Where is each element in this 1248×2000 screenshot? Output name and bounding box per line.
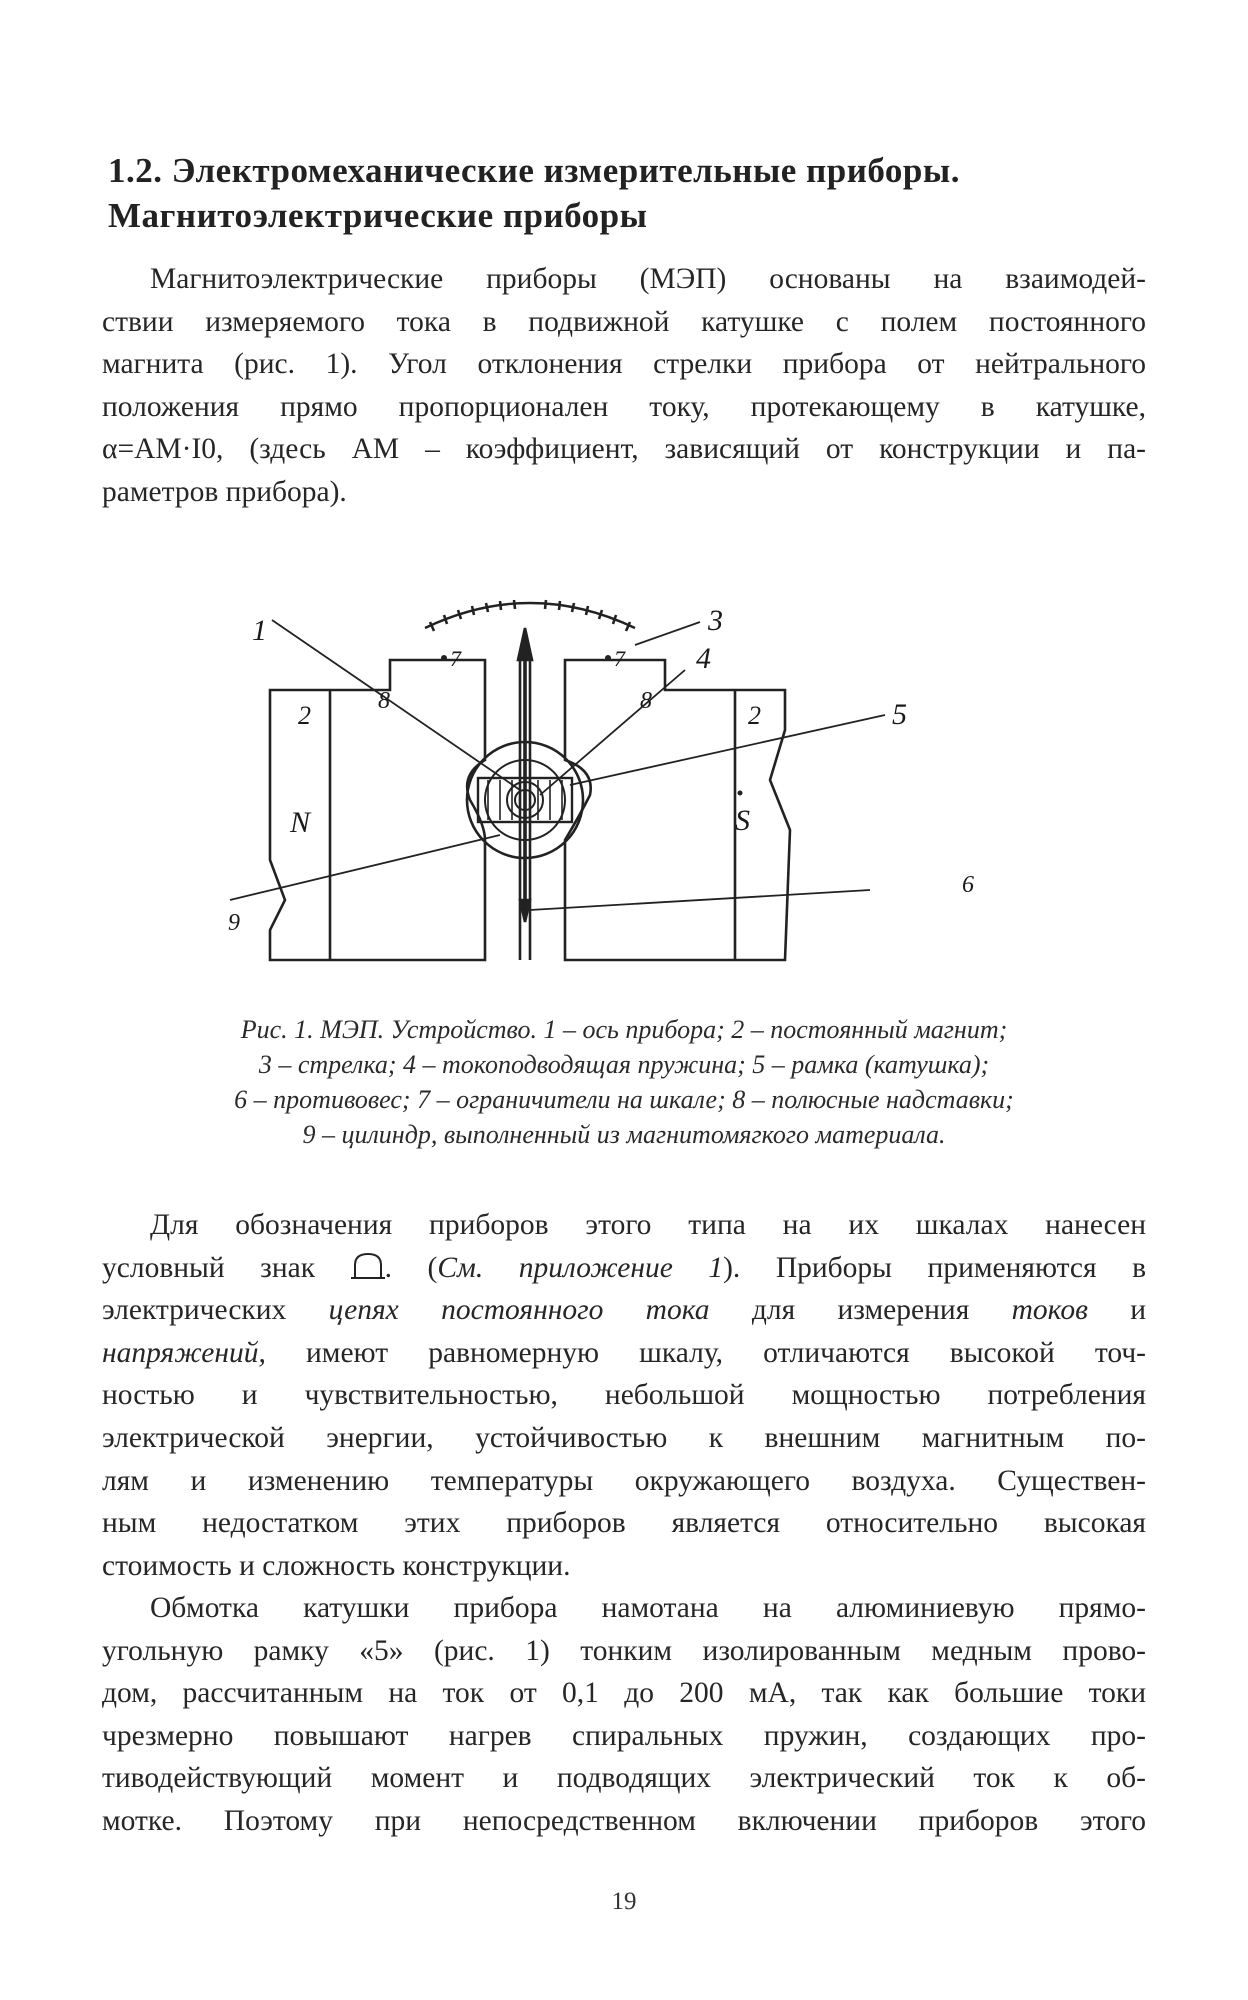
paragraph-coil (102, 1587, 1146, 1843)
paragraph-line: напряжений, имеют равномерную шкалу, отличаются высокой точ- (102, 1336, 1146, 1369)
caption-line: 6 – противовес; 7 – ограничители на шкале; 8 – полюсные надставки; (234, 1085, 1014, 1114)
paragraph-line: Обмотка катушки прибора намотана на алюминиевую прямо- (150, 1592, 1146, 1624)
label-6: 6 (962, 872, 974, 898)
paragraph-line: α=AM·I0, (здесь AM – коэффициент, зависящий от конструкции и па- (102, 433, 1146, 466)
paragraph-line: чрезмерно повышают нагрев спиральных пружин, создающих про- (102, 1719, 1146, 1752)
caption-line: Рис. 1. МЭП. Устройство. 1 – ось прибора; 2 – постоянный магнит; (240, 1015, 1008, 1044)
label-7-right: 7 (614, 646, 625, 671)
caption-line: 9 – цилиндр, выполненный из магнитомягкого материала. (302, 1120, 946, 1149)
paragraph-line: Для обозначения приборов этого типа на их шкалах нанесен (150, 1209, 1146, 1241)
paragraph-line: ностью и чувствительностью, небольшой мощностью потребления (102, 1379, 1146, 1412)
paragraph-line: дом, рассчитанным на ток от 0,1 до 200 мА, так как большие токи (102, 1677, 1146, 1710)
label-south-pole: S (735, 804, 750, 837)
paragraph-line: раметров прибора). (102, 475, 347, 508)
label-2-left: 2 (298, 701, 311, 730)
paragraph-line: электрических цепях постоянного тока для измерения токов и (102, 1294, 1147, 1327)
section-heading (108, 148, 1148, 238)
paragraph-line: магнита (рис. 1). Угол отклонения стрелки прибора от нейтрального (102, 348, 1146, 381)
paragraph-line: стоимость и сложность конструкции. (102, 1549, 571, 1582)
paragraph-line: тиводействующий момент и подводящих электрический ток к об- (102, 1762, 1146, 1795)
caption-line: 3 – стрелка; 4 – токоподводящая пружина; 5 – рамка (катушка); (258, 1050, 990, 1079)
label-4: 4 (696, 642, 711, 675)
label-7-left: 7 (450, 646, 461, 671)
label-5: 5 (892, 698, 907, 731)
label-8-right: 8 (640, 688, 652, 714)
paragraph-line: угольную рамку «5» (рис. 1) тонким изолированным медным прово- (102, 1634, 1146, 1667)
heading-line-2: Магнитоэлектрические приборы (108, 196, 648, 235)
label-9: 9 (228, 910, 240, 936)
figure-caption (100, 1012, 1148, 1152)
paragraph-line: положения прямо пропорционален току, протекающему в катушке, (102, 390, 1146, 423)
page-number: 19 (611, 1888, 637, 1915)
paragraph-line: ствии измеряемого тока в подвижной катушке с полем постоянного (102, 305, 1146, 338)
label-3: 3 (708, 604, 723, 637)
paragraph-line: электрической энергии, устойчивостью к внешним магнитным по- (102, 1421, 1146, 1454)
heading-line-1: 1.2. Электромеханические измерительные приборы. (108, 151, 960, 190)
paragraph-usage (102, 1204, 1146, 1587)
meter-diagram (230, 600, 1020, 980)
paragraph-line: Магнитоэлектрические приборы (МЭП) основаны на взаимодей- (150, 263, 1146, 295)
label-8-left: 8 (378, 688, 390, 714)
paragraph-intro (102, 258, 1146, 514)
label-1: 1 (252, 614, 267, 647)
magnetoelectric-symbol-icon (351, 1251, 385, 1281)
label-2-right: 2 (748, 701, 761, 730)
paragraph-line: условный знак . (См. приложение 1). Приборы применяются в (102, 1251, 1146, 1284)
label-north-pole: N (290, 806, 311, 839)
paragraph-line: ным недостатком этих приборов является относительно высокая (102, 1507, 1146, 1540)
paragraph-line: мотке. Поэтому при непосредственном включении приборов этого (102, 1804, 1146, 1837)
paragraph-line: лям и изменению температуры окружающего воздуха. Существен- (102, 1464, 1146, 1497)
